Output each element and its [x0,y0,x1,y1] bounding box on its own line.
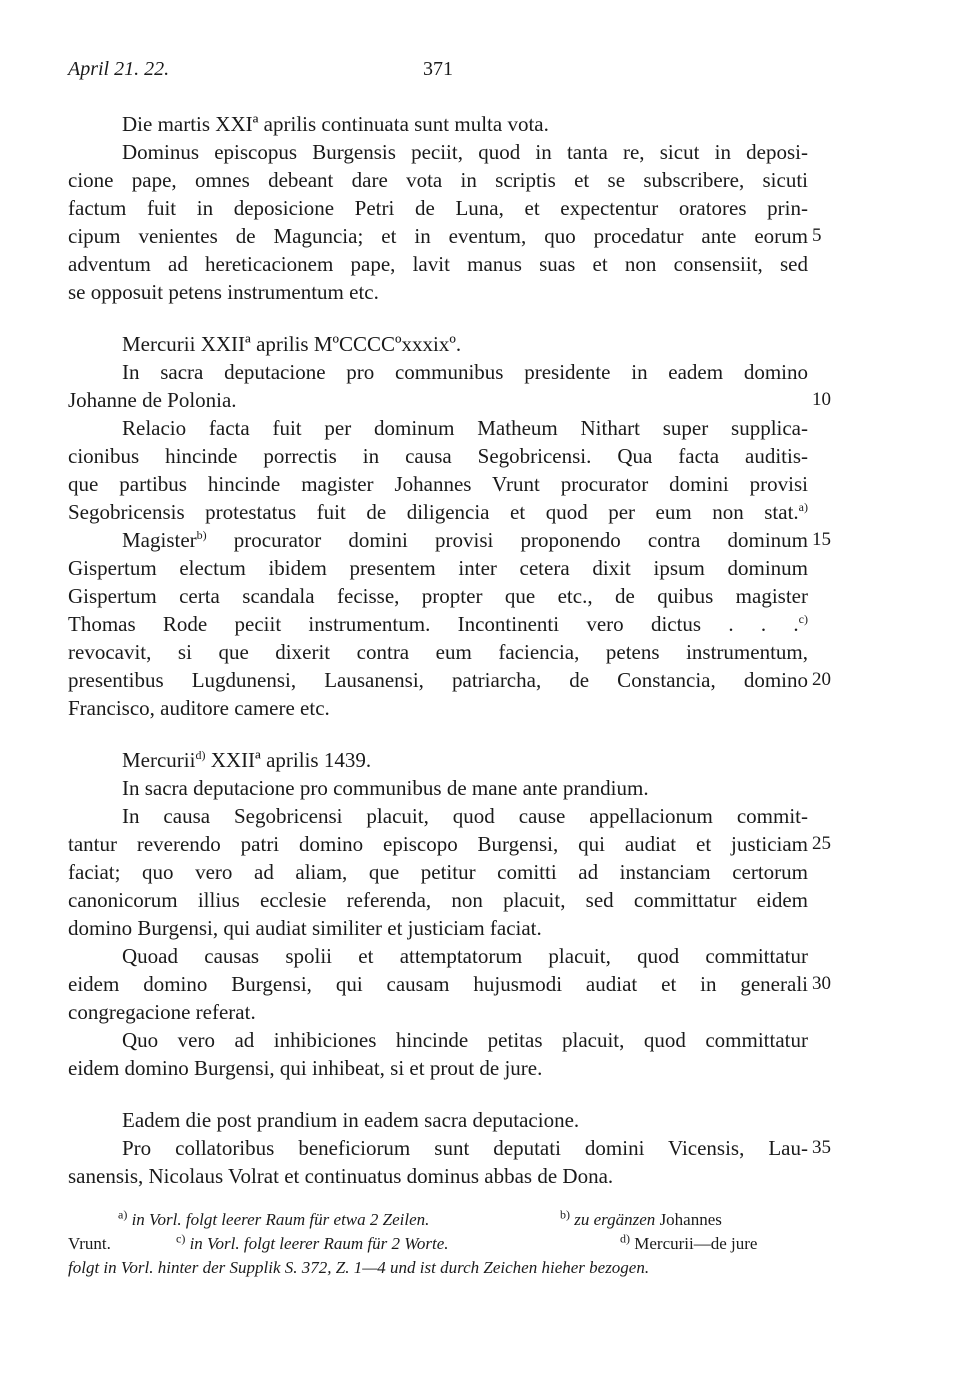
line-number: 20 [812,669,831,690]
line-number: 15 [812,529,831,550]
text-line: revocavit, si que dixerit contra eum faciencia, petens instrumentum, [68,640,808,664]
footnote-mark: d) [195,748,206,762]
text-line: Magister$^{b)}$ procurator domini provisi proponendo contra dominum [122,528,808,552]
text-line: Thomas Rode peciit instrumentum. Incontinenti vero dictus . . .$^{c)}$ [68,612,808,636]
running-head: April 21. 22. [68,58,170,80]
text-line: que partibus hincinde magister Johannes Vrunt procurator domini provisi [68,472,808,496]
footnote: Vrunt. [68,1234,111,1253]
text-line: cionibus hincinde porrectis in causa Segobricensi. Qua facta auditis- [68,444,808,468]
text-line: Johanne de Polonia. [68,388,237,412]
text-line: In sacra deputacione pro communibus presidente in eadem domino [122,360,808,384]
text-line: Segobricensis protestatus fuit de diligencia et quod per eum non stat.$^{a)}$ [68,500,808,524]
footnote: folgt in Vorl. hinter der Supplik S. 372, Z. 1—4 und ist durch Zeichen hieher bezogen. [68,1258,650,1277]
line-number: 5 [812,225,822,246]
text-line: sanensis, Nicolaus Volrat et continuatus dominus abbas de Dona. [68,1164,614,1188]
footnote-mark: c) [176,1231,186,1246]
text-line: Gispertum certa scandala fecisse, propter que etc., de quibus magister [68,584,808,608]
text-line: domino Burgensi, qui audiat similiter et justiciam faciat. [68,916,542,940]
footnote: $^{a)}$ in Vorl. folgt leerer Raum für etwa 2 Zeilen. [118,1207,430,1229]
footnote-mark: d) [620,1231,630,1246]
text-line: Dominus episcopus Burgensis peciit, quod in tanta re, sicut in deposi- [122,140,808,164]
footnote-mark: a) [118,1207,128,1222]
text-line: tantur reverendo patri domino episcopo Burgensi, qui audiat et justiciam [68,832,808,856]
footnote-mark: b) [560,1207,570,1222]
text-line: Quoad causas spolii et attemptatorum placuit, quod committatur [122,944,808,968]
section-heading: Eadem die post prandium in eadem sacra deputacione. [122,1108,580,1132]
text-line: eidem domino Burgensi, qui causam hujusmodi audiat et in generali [68,972,808,996]
page-header [68,58,808,88]
text-line: cione pape, omnes debeant dare vota in scriptis et se subscribere, sicuti [68,168,808,192]
text-line: In sacra deputacione pro communibus de mane ante prandium. [122,776,649,800]
line-number: 30 [812,973,831,994]
text-line: In causa Segobricensi placuit, quod cause appellacionum commit- [122,804,808,828]
text-line: cipum venientes de Maguncia; et in eventum, quo procedatur ante eorum [68,224,808,248]
text-line: Francisco, auditore camere etc. [68,696,330,720]
line-number: 10 [812,389,831,410]
text-line: se opposuit petens instrumentum etc. [68,280,379,304]
line-number: 25 [812,833,831,854]
text-line: Gispertum electum ibidem presentem inter cetera dixit ipsum dominum [68,556,808,580]
footnote-mark: c) [798,612,808,626]
text-line: congregacione referat. [68,1000,256,1024]
text-line: presentibus Lugdunensi, Lausanensi, patriarcha, de Constancia, domino [68,668,808,692]
text-line: adventum ad hereticacionem pape, lavit manus suas et non consensiit, sed [68,252,808,276]
page-number: 371 [423,58,453,80]
line-number: 35 [812,1137,831,1158]
text-line: Relacio facta fuit per dominum Matheum Nithart super supplica- [122,416,808,440]
section-heading: Mercurii XXIIª aprilis MºCCCCºxxxixº. [122,332,462,356]
text-line: Pro collatoribus beneficiorum sunt deputati domini Vicensis, Lau- [122,1136,808,1160]
text-line: Quo vero ad inhibiciones hincinde petitas placuit, quod committatur [122,1028,808,1052]
text-line: Die martis XXIª aprilis continuata sunt multa vota. [122,112,549,136]
section-heading: Mercurii$^{d)}$ XXIIª aprilis 1439. [122,748,372,772]
footnote-mark: a) [798,500,808,514]
footnote: $^{c)}$ in Vorl. folgt leerer Raum für 2 Worte. [176,1231,449,1253]
text-line: factum fuit in deposicione Petri de Luna, et expectentur oratores prin- [68,196,808,220]
text-line: faciat; quo vero ad aliam, que petitur comitti ad instanciam certorum [68,860,808,884]
text-line: eidem domino Burgensi, qui inhibeat, si et prout de jure. [68,1056,543,1080]
footnote-mark: b) [196,528,207,542]
footnote: $^{b)}$ zu ergänzen Johannes [560,1207,722,1229]
footnote: $^{d)}$ Mercurii—de jure [620,1231,758,1253]
text-line: canonicorum illius ecclesie referenda, non placuit, sed committatur eidem [68,888,808,912]
